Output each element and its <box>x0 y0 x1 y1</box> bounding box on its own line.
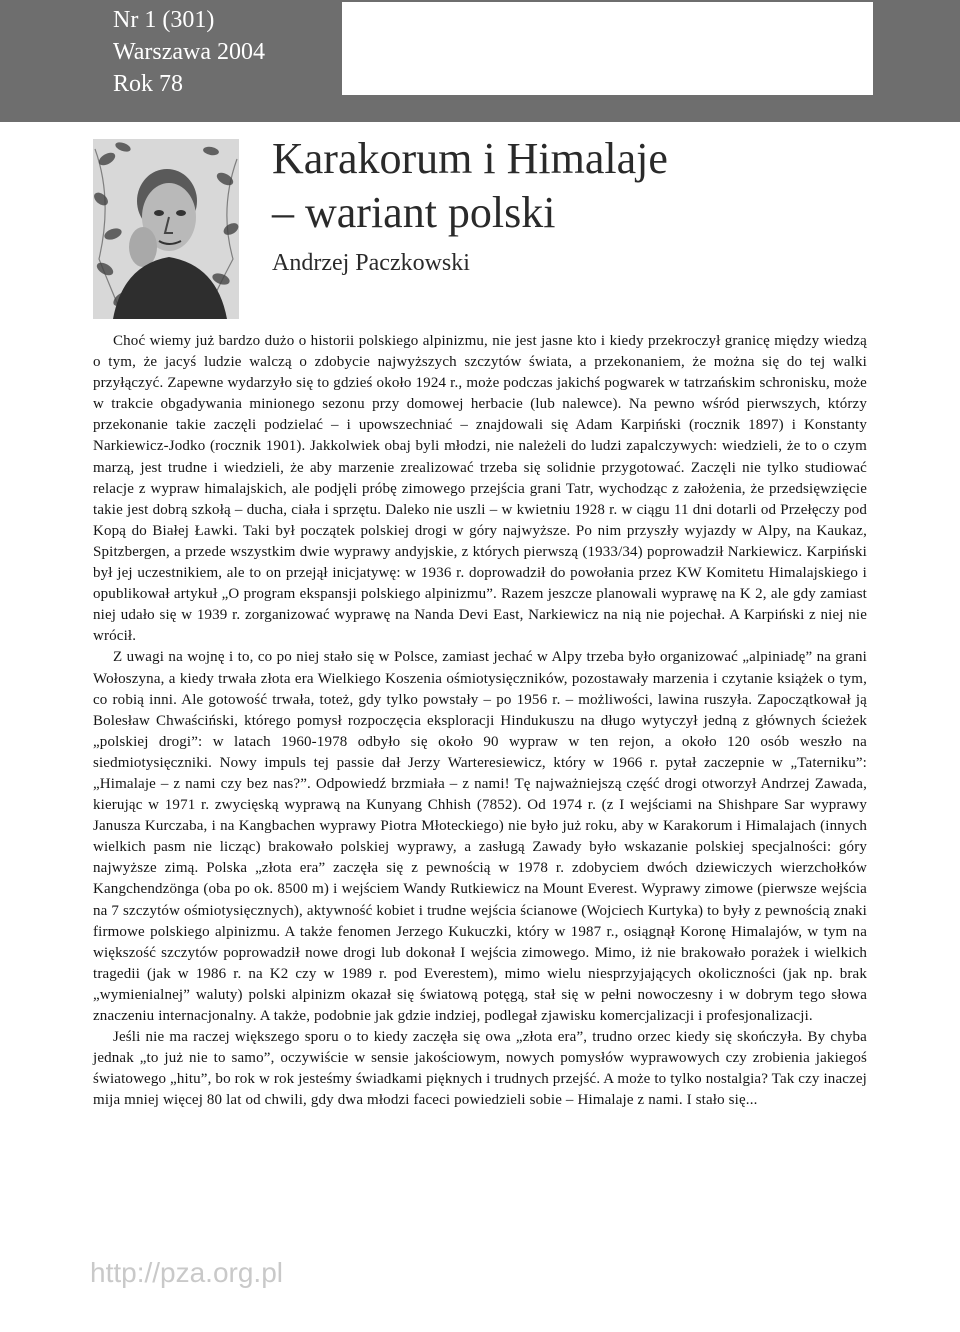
header-bar <box>0 0 960 122</box>
footer-url: http://pza.org.pl <box>90 1257 284 1288</box>
article-title-line-2: – wariant polski <box>272 188 556 237</box>
article-body <box>93 331 867 1111</box>
author-portrait-photo <box>93 139 239 319</box>
article-paragraph-1: Choć wiemy już bardzo dużo o historii polskiego alpinizmu, nie jest jasne kto i kiedy przekroczył granicę między wiedzą o tym, że jacyś ludzie walczą o zdobycie najwyższych szczytów świata, a przekonaniem, że można się do tej walki przyłączyć. Zapewne wydarzyło się to gdzieś około 1924 r., może podczas jakichś pogwarek w tatrzańskim schronisku, może w trakcie obgadywania minionego sezonu przy domowej herbacie (lub nalewce). Na pewno wśród pierwszych, którzy przekonanie takie zaczęli podzielać – i upowszechniać – znajdowali się Adam Karpiński (rocznik 1897) i Konstanty Narkiewicz-Jodko (rocznik 1901). Jakkolwiek obaj byli młodzi, nie należeli do ludzi zapalczywych: wiedzieli, że to o czym marzą, jest trudne i wiedzieli, że aby marzenie zrealizować trzeba się solidnie przygotować. Zaczęli nie tylko studiować relacje z wypraw himalajskich, ale podjęli próbę zimowego przejścia grani Tatr, wychodząc z założenia, że przedsięwzięcie takie jest dobrą szkołą – ducha, ciała i sprzętu. Daleko nie uszli – w kwietniu 1928 r. w ciągu 11 dni dotarli od Przełęczy pod Kopą do Białej Ławki. Taki był początek polskiej drogi w góry najwyższe. Po nim przyszły wyjazdy w Alpy, na Kaukaz, Spitzbergen, a przede wszystkim dwie wyprawy andyjskie, z których pierwszą (1933/34) poprowadził Narkiewicz. Karpiński był jej uczestnikiem, ale to on przejął inicjatywę: w 1936 r. doprowadził do powołania przez KW Komitetu Himalajskiego i opublikował artykuł „O program ekspansji polskiego alpinizmu”. Razem jeszcze planowali wyprawę na K 2, ale gdy zamiast niej udało się w 1939 r. zorganizować wyprawę na Nanda Devi East, Narkiewicz na nią nie pojechał. A Karpiński z niej nie wrócił. <box>93 333 867 645</box>
article-author: Andrzej Paczkowski <box>272 250 470 276</box>
article-title-line-1: Karakorum i Himalaje <box>272 134 668 183</box>
article-paragraph-2: Z uwagi na wojnę i to, co po niej stało się w Polsce, zamiast jechać w Alpy trzeba było organizować „alpiniadę” na grani Wołoszyna, a kiedy trwała złota era Wielkiego Koszenia ośmiotysięczników, pozostawały marzenia i czytanie książek o tym, co robią inni. Ale gotowość trwała, toteż, gdy tylko powstały – po 1956 r. – możliwości, lawina ruszyła. Zapoczątkował ją Bolesław Chwaściński, którego pomysł rozpoczęcia eksploracji Hindukuszu na długo wytyczył jedną z głównych ścieżek „polskiej drogi”: w latach 1960-1978 odbyło się około 90 wypraw w ten rejon, a około 120 osób weszło na siedmiotysięczniki. Nowy impuls tej passie dał Jerzy Warteresiewicz, który w 1966 r. pytał zaczepnie w „Taterniku”: „Himalaje – z nami czy bez nas?”. Odpowiedź brzmiała – z nami! Tę najważniejszą część drogi otworzył Andrzej Zawada, kierując w 1971 r. zwycięską wyprawą na Kunyang Chhish (7852). Od 1974 r. (z I wejściami na Shishpare Sar wyprawy Janusza Kurczaba, i na Kangbachen wyprawy Piotra Młoteckiego) nie było już roku, aby w Karakorum i Himalajach (innych wielkich pasm nie licząc) brakowało polskiej wyprawy, a zasługą Zawady było wskazanie polskiej specjalności: góry najwyższe zimą. Polska „złota era” zaczęła się z pewnością w 1978 r. zdobyciem dwóch dziewiczych wierzchołków Kangchendzönga (oba po ok. 8500 m) i wejściem Wandy Rutkiewicz na Mount Everest. Wyprawy zimowe (pierwsze wejścia na 7 szczytów ośmiotysięcznych), aktywność kobiet i trudne wejścia ścianowe (Wojciech Kurtyka) to były z pewnością znaki firmowe polskiego alpinizmu. A także fenomen Jerzego Kukuczki, który w 1987 r., osiągnął Koronę Himalajów, w tym na większość szczytów poprowadził nowe drogi lub dokonał I wejścia zimowego. Mimo, iż nie brakowało porażek i wielkich tragedii (jak w 1986 r. na K2 czy w 1989 r. pod Everestem), mimo wielu niesprzyjających okoliczności (jak np. brak „wymienialnej” waluty) polski alpinizm okazał się światową potęgą, stał się w pełni nowoczesny i w dobrym tego słowa znaczeniu internacjonalny. A także, podobnie jak gdzie indziej, podlegał zjawisku komercjalizacji i profesjonalizacji. <box>93 649 867 1024</box>
issue-number: Nr 1 (301) <box>113 7 215 33</box>
issue-place-year: Warszawa 2004 <box>113 39 266 65</box>
header-blank-box <box>342 2 873 95</box>
article-paragraph-3: Jeśli nie ma raczej większego sporu o to kiedy zaczęła się owa „złota era”, trudno orzec kiedy się skończyła. By chyba jednak „to już nie to samo”, oczywiście w sensie jakościowym, nowych pomysłów wyprawowych czy zrobienia jakiegoś światowego „hitu”, bo rok w rok jesteśmy świadkami pięknych i trudnych przejść. A może to tylko nostalgia? Tak czy inaczej mija mniej więcej 80 lat od chwili, gdy dwa młodzi faceci powiedzieli sobie – Himalaje z nami. I stało się... <box>93 1029 867 1109</box>
title-block <box>272 132 872 277</box>
article-title <box>272 132 872 240</box>
issue-volume: Rok 78 <box>113 71 184 97</box>
issue-info <box>113 4 265 100</box>
